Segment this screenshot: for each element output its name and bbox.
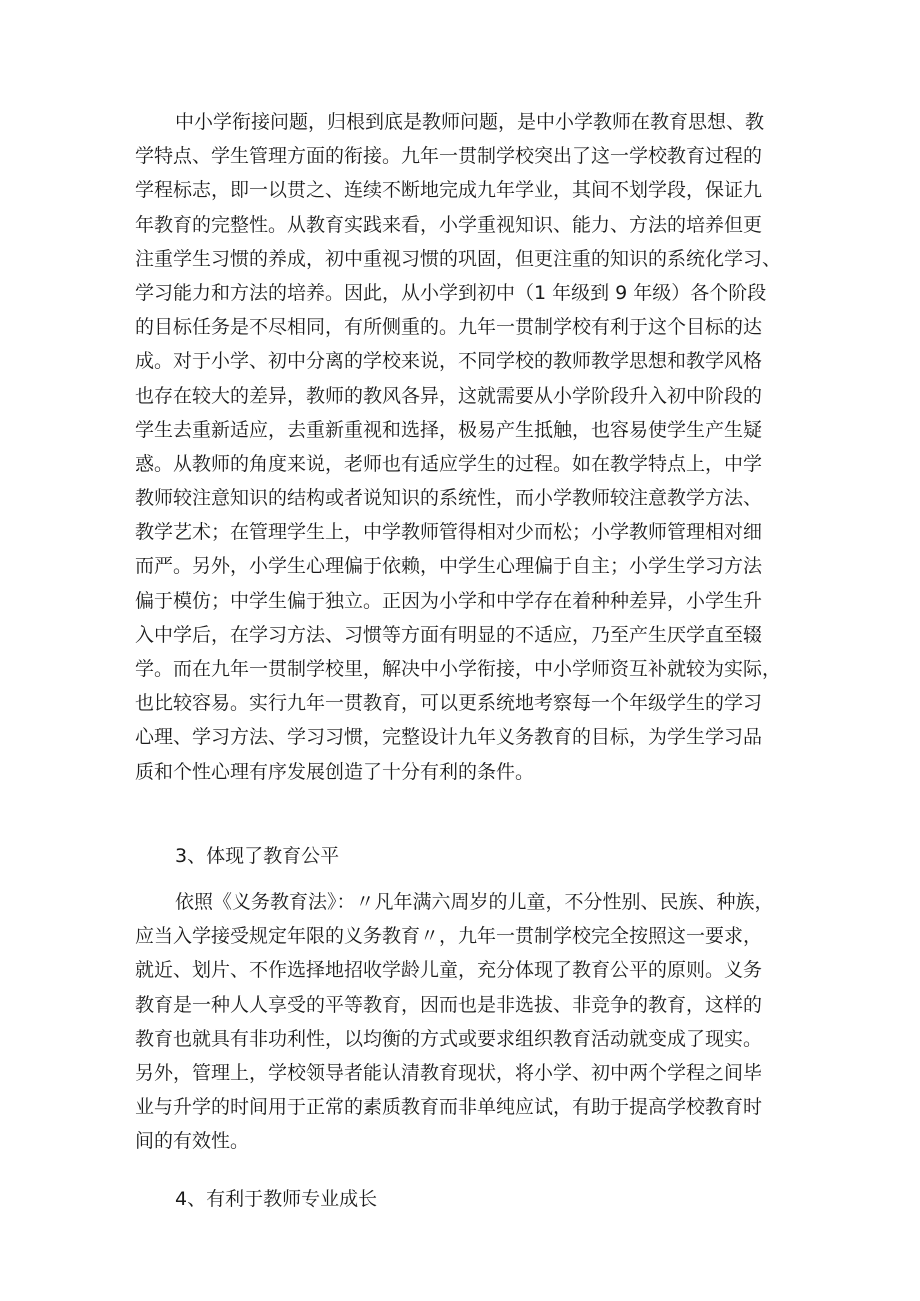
paragraph-line: 注重学生习惯的养成，初中重视习惯的巩固，但更注重的知识的系统化学习、 <box>135 247 782 270</box>
paragraph-line: 另外，管理上，学校领导者能认清教育现状，将小学、初中两个学程之间毕 <box>135 1061 763 1084</box>
paragraph-line: 心理、学习方法、学习习惯，完整设计九年义务教育的目标，为学生学习品 <box>135 726 763 749</box>
paragraph-line: 的目标任务是不尽相同，有所侧重的。九年一贯制学校有利于这个目标的达 <box>135 316 763 339</box>
paragraph-line: 教育是一种人人享受的平等教育，因而也是非选拔、非竞争的教育，这样的 <box>135 993 763 1016</box>
paragraph-teacher-transition <box>135 105 805 789</box>
paragraph-line: 教师较注意知识的结构或者说知识的系统性，而小学教师较注意教学方法、 <box>135 487 763 510</box>
paragraph-line: 偏于模仿；中学生偏于独立。正因为小学和中学存在着种种差异，小学生升 <box>135 589 763 612</box>
paragraph-line: 中小学衔接问题，归根到底是教师问题，是中小学教师在教育思想、教 <box>175 111 765 133</box>
paragraph-line: 间的有效性。 <box>135 1130 250 1153</box>
paragraph-line: 依照《义务教育法》：〃凡年满六周岁的儿童，不分性别、民族、种族， <box>175 891 774 913</box>
paragraph-line: 应当入学接受规定年限的义务教育〃，九年一贯制学校完全按照这一要求， <box>135 925 763 948</box>
paragraph-line: 学程标志，即一以贯之、连续不断地完成九年学业，其间不划学段，保证九 <box>135 179 763 202</box>
paragraph-line: 学特点、学生管理方面的衔接。九年一贯制学校突出了这一学校教育过程的 <box>135 145 763 168</box>
section-heading-education-fairness: 3、体现了教育公平 <box>175 845 340 867</box>
paragraph-line: 就近、划片、不作选择地招收学龄儿童，充分体现了教育公平的原则。义务 <box>135 959 763 982</box>
paragraph-line: 业与升学的时间用于正常的素质教育而非单纯应试，有助于提高学校教育时 <box>135 1096 763 1119</box>
paragraph-line: 入中学后，在学习方法、习惯等方面有明显的不适应，乃至产生厌学直至辍 <box>135 623 763 646</box>
paragraph-line: 教育也就具有非功利性，以均衡的方式或要求组织教育活动就变成了现实。 <box>135 1027 763 1050</box>
paragraph-line: 惑。从教师的角度来说，老师也有适应学生的过程。如在教学特点上，中学 <box>135 452 763 475</box>
paragraph-education-fairness <box>135 885 805 1159</box>
paragraph-line: 学生去重新适应，去重新重视和选择，极易产生抵触，也容易使学生产生疑 <box>135 418 763 441</box>
paragraph-line: 教学艺术；在管理学生上，中学教师管得相对少而松；小学教师管理相对细 <box>135 521 763 544</box>
paragraph-line: 年教育的完整性。从教育实践来看，小学重视知识、能力、方法的培养但更 <box>135 213 763 236</box>
paragraph-line: 而严。另外，小学生心理偏于依赖，中学生心理偏于自主；小学生学习方法 <box>135 555 763 578</box>
paragraph-line: 学习能力和方法的培养。因此，从小学到初中（1 年级到 9 年级）各个阶段 <box>135 281 767 304</box>
paragraph-line: 也比较容易。实行九年一贯教育，可以更系统地考察每一个年级学生的学习 <box>135 692 763 715</box>
paragraph-line: 成。对于小学、初中分离的学校来说，不同学校的教师教学思想和教学风格 <box>135 350 763 373</box>
paragraph-line: 学。而在九年一贯制学校里，解决中小学衔接，中小学师资互补就较为实际， <box>135 658 782 680</box>
paragraph-line: 也存在较大的差异，教师的教风各异，这就需要从小学阶段升入初中阶段的 <box>135 384 763 407</box>
paragraph-line: 质和个性心理有序发展创造了十分有利的条件。 <box>135 760 535 783</box>
section-heading-teacher-growth: 4、有利于教师专业成长 <box>175 1188 378 1210</box>
